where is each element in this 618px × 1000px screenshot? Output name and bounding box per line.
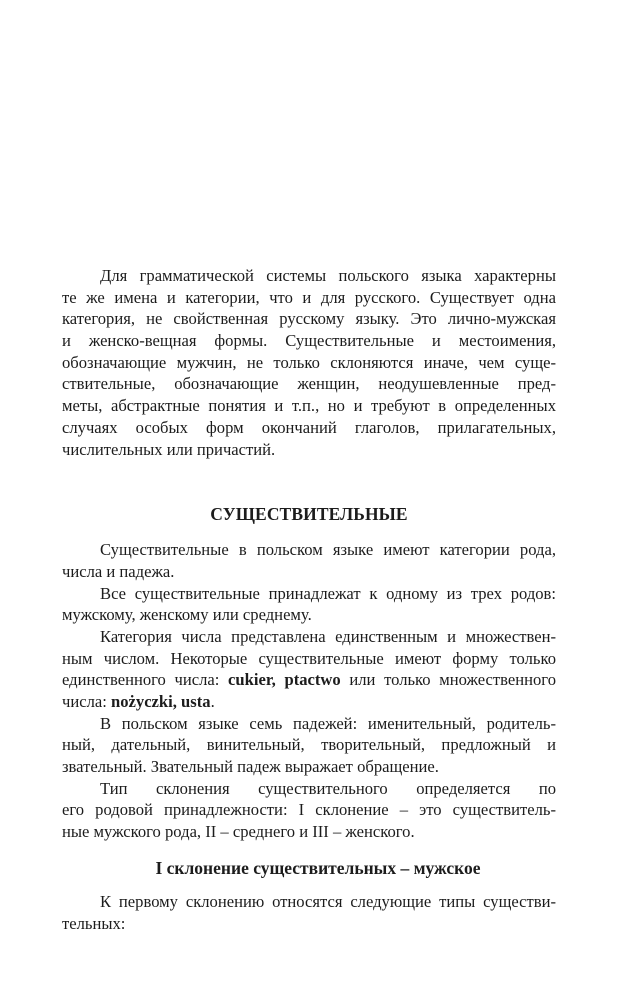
text-line: мужскому, женскому или среднему. (62, 605, 312, 625)
text-line: Все существительные принадлежат к одному из трех родов: (100, 583, 556, 603)
paragraph-cases (62, 713, 556, 778)
text-line: Для грамматической системы польского языка характерны (100, 266, 556, 285)
paragraph-declension-types (62, 778, 556, 843)
text-line: ным числом. Некоторые существительные имеют форму только (62, 648, 556, 668)
text-line: меты, абстрактные понятия и т.п., но и требуют в определенных (62, 396, 556, 416)
text-line: Тип склонения существительного определяется по (100, 778, 556, 798)
example-words-singular: cukier, ptactwo (228, 670, 341, 690)
text-line: те же имена и категории, что и для русского. Существует одна (62, 287, 556, 307)
text-fragment: или только множественного (340, 670, 556, 690)
text-line (62, 691, 556, 713)
text-line: ствительные, обозначающие женщин, неодушевленные пред- (62, 374, 556, 394)
text-line (62, 669, 556, 691)
text-fragment: числа: (62, 692, 111, 711)
text-line: тельных: (62, 913, 126, 933)
paragraph-genders (62, 583, 556, 626)
text-line: обозначающие мужчин, не только склоняются иначе, чем суще- (62, 352, 556, 372)
paragraph-first-declension (62, 891, 556, 934)
paragraph-number (62, 626, 556, 713)
book-page (62, 265, 556, 934)
text-line: Категория числа представлена единственным и множествен- (100, 626, 556, 646)
text-line: случаях особых форм окончаний глаголов, прилагательных, (62, 417, 556, 437)
text-fragment: единственного числа: (62, 670, 229, 690)
intro-paragraph (62, 265, 556, 460)
paragraph-categories (62, 539, 556, 582)
text-line: числа и падежа. (62, 561, 175, 581)
text-line: его родовой принадлежности: I склонение – это существитель- (62, 800, 556, 820)
text-line: и женско-вещная формы. Существительные и местоимения, (62, 331, 556, 351)
text-line: К первому склонению относятся следующие типы существи- (100, 891, 556, 911)
example-words-plural: nożyczki, usta (111, 692, 211, 711)
text-fragment: . (210, 692, 215, 711)
text-line: Существительные в польском языке имеют категории рода, (100, 540, 556, 560)
text-line: ные мужского рода, II – среднего и III – женского. (62, 822, 415, 842)
text-line: В польском языке семь падежей: именительный, родитель- (100, 713, 556, 733)
section-heading: СУЩЕСТВИТЕЛЬНЫЕ (210, 504, 408, 525)
text-line: числительных или причастий. (62, 439, 276, 459)
text-line: категория, не свойственная русскому языку. Это лично-мужская (62, 309, 556, 329)
text-line: звательный. Звательный падеж выражает обращение. (62, 757, 439, 777)
text-line: ный, дательный, винительный, творительный, предложный и (62, 735, 556, 755)
subsection-heading: I склонение существительных – мужское (155, 857, 481, 878)
